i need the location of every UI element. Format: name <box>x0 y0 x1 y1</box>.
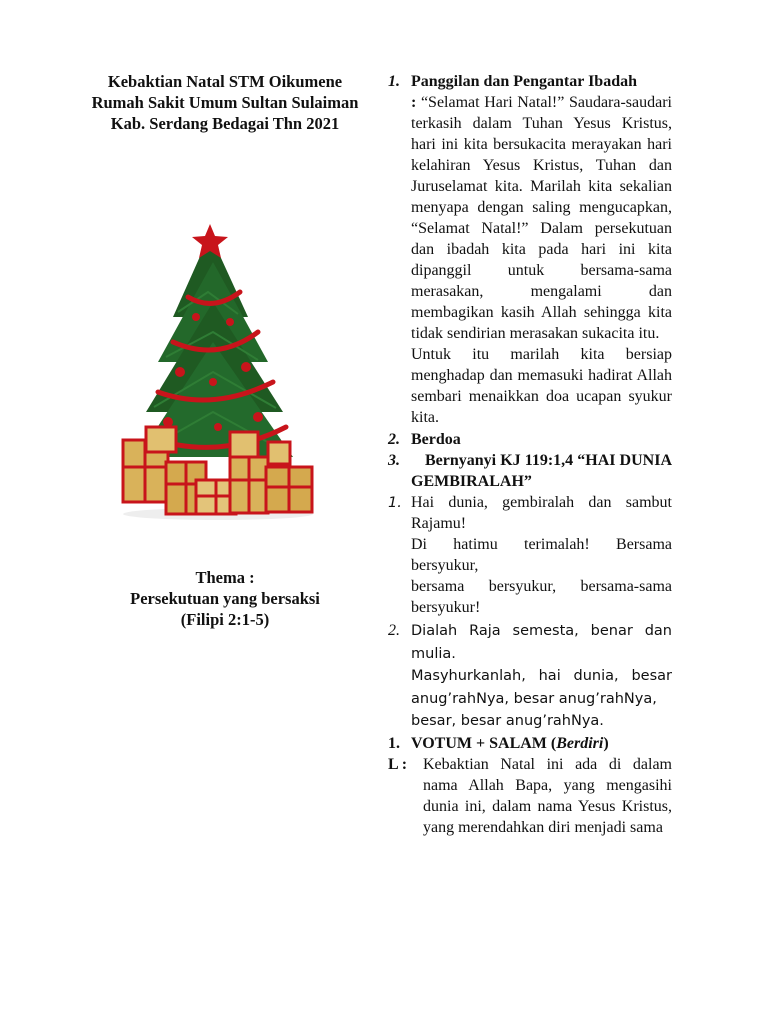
section-berdoa <box>388 429 672 450</box>
theme-reference: (Filipi 2:1-5) <box>180 610 270 629</box>
verse-line: bersama bersyukur, bersama-sama bersyukur! <box>411 578 672 616</box>
christmas-tree-image <box>118 222 318 524</box>
verse-line: Hai dunia, gembiralah dan sambut Rajamu! <box>411 494 672 532</box>
verse-line: besar, besar anug’rahNya. <box>411 713 604 729</box>
section-number: 1. <box>388 73 400 90</box>
leader-line <box>388 754 672 838</box>
call-to-worship-text: “Selamat Hari Natal!” Saudara-saudari terkasih dalam Tuhan Yesus Kristus, hari ini kita bersukacita merayakan hari kelahiran Yesus Kristus, Tuhan dan Juruselamat kita. Marilah kita sekalian menyapa dengan saling mengucapkan, “Selamat Natal!” Dalam persekutuan dan ibadah kita pada hari ini kita dipanggil untuk bersama-sama merasakan, mengalami dan membagikan kasih Allah sehingga kita tidak sendirian merasakan sukacita itu. <box>411 94 673 342</box>
hymn-verse-1 <box>388 492 672 618</box>
title-line-2: Rumah Sakit Umum Sultan Sulaiman <box>91 93 359 112</box>
call-to-worship-text-2: Untuk itu marilah kita bersiap menghadap dan memasuki hadirat Allah sembari menaikkan doa ucapan syukur kita. <box>411 346 672 426</box>
verse-number: 2. <box>388 622 400 639</box>
leader-text: Kebaktian Natal ini ada di dalam nama Allah Bapa, yang mengasihi dunia ini, dalam nama Yesus Kristus, yang merendahkan diri menjadi sama <box>423 755 672 836</box>
leader-label: L : <box>388 755 408 773</box>
title-line-3: Kab. Serdang Bedagai Thn 2021 <box>110 114 340 133</box>
theme-label: Thema : <box>195 568 255 587</box>
liturgy-column <box>388 71 672 838</box>
votum-close: ) <box>603 734 609 752</box>
section-number: 1. <box>388 734 400 752</box>
cover-title-block <box>62 71 388 134</box>
votum-label: VOTUM + SALAM ( <box>411 734 557 752</box>
section-title: Panggilan dan Pengantar Ibadah <box>411 73 637 90</box>
section-title: Bernyanyi KJ 119:1,4 “HAI DUNIA GEMBIRALAH” <box>411 452 672 490</box>
section-panggilan <box>388 71 672 428</box>
hymn-verse-2 <box>388 620 672 733</box>
section-number: 2. <box>388 431 400 448</box>
votum-note: Berdiri <box>556 734 604 752</box>
section-title: Berdoa <box>411 431 461 448</box>
verse-line: Masyhurkanlah, hai dunia, besar anug’rahNya, besar anug’rahNya, <box>411 668 672 707</box>
title-line-1: Kebaktian Natal STM Oikumene <box>107 72 343 91</box>
colon: : <box>411 94 417 111</box>
verse-line: Dialah Raja semesta, benar dan mulia. <box>411 623 672 662</box>
theme-block <box>62 567 388 630</box>
section-title <box>411 733 672 754</box>
section-bernyanyi <box>388 450 672 492</box>
section-body <box>411 92 672 344</box>
section-number: 3. <box>388 452 400 469</box>
section-votum <box>388 733 672 754</box>
theme-title: Persekutuan yang bersaksi <box>130 589 320 608</box>
verse-number: 1. <box>388 495 402 511</box>
verse-line: Di hatimu terimalah! Bersama bersyukur, <box>411 536 672 574</box>
